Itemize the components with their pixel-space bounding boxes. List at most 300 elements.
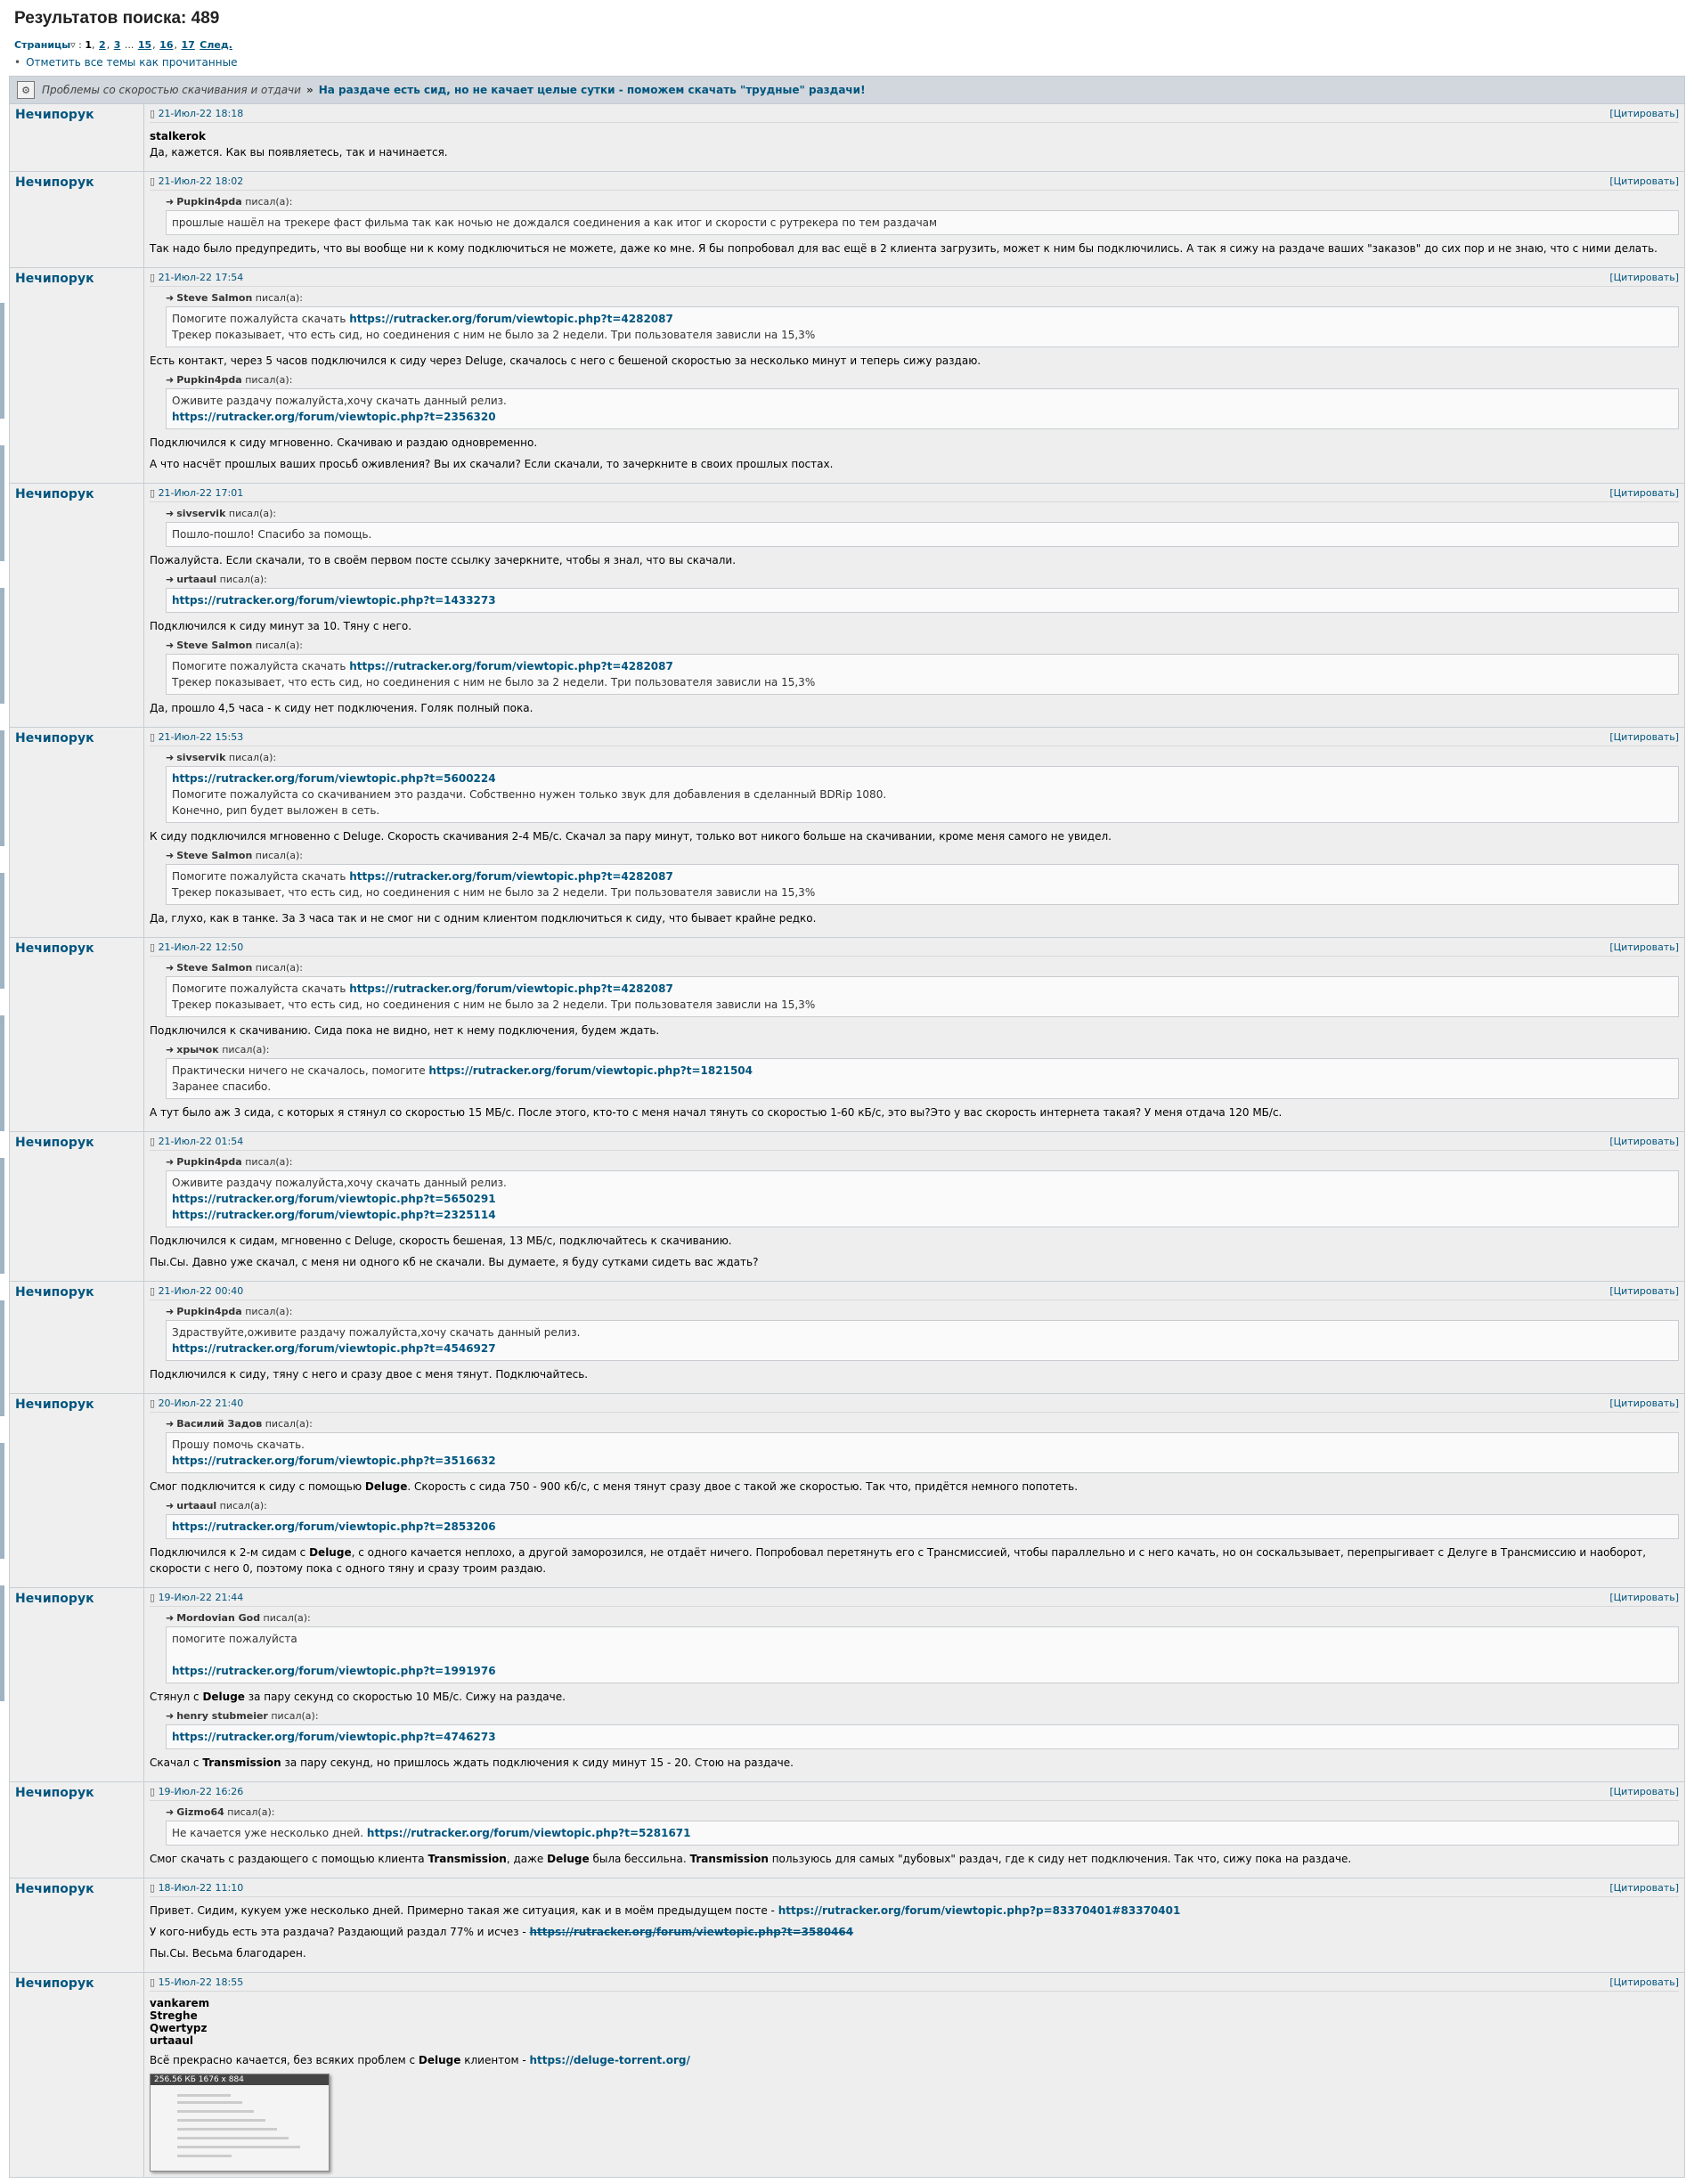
- topic-url-link[interactable]: https://deluge-torrent.org/: [529, 2054, 690, 2066]
- quoted-user-name: Василий Задов: [176, 1418, 263, 1430]
- quote-arrow-icon[interactable]: ➜: [166, 1806, 175, 1818]
- bold-text: Deluge: [547, 1853, 590, 1865]
- quoted-user-name: urtaaul: [176, 1500, 217, 1512]
- quote-text: [166, 766, 1679, 823]
- post-text: Подключился к скачиванию. Сида пока не видно, нет к нему подключения, будем ждать.: [150, 1024, 660, 1037]
- thumbnail-detail: [177, 2094, 231, 2097]
- post-text: Пы.Сы. Весьма благодарен.: [150, 1947, 306, 1960]
- quote-header: [166, 962, 1679, 974]
- quote-text: [166, 1626, 1679, 1683]
- post-body: [144, 172, 1685, 267]
- quote-line: Оживите раздачу пожалуйста,хочу скачать данный релиз.: [172, 1177, 507, 1189]
- quote-text: [166, 976, 1679, 1017]
- quote-header: [166, 1418, 1679, 1430]
- post-author-name[interactable]: Нечипорук: [9, 484, 144, 727]
- wrote-label: писал(а):: [252, 640, 303, 651]
- quote-line: [172, 770, 1673, 786]
- quote-block: [166, 1806, 1679, 1846]
- quote-header: [166, 1500, 1679, 1512]
- forum-post: [9, 1132, 1685, 1282]
- quote-button[interactable]: [Цитировать]: [1609, 1976, 1679, 1988]
- post-body: [144, 484, 1685, 727]
- page-2[interactable]: 2: [99, 39, 106, 51]
- page-17[interactable]: 17: [181, 39, 195, 51]
- topic-url-link[interactable]: https://rutracker.org/forum/viewtopic.php?t=1821504: [428, 1064, 753, 1077]
- quote-block: [166, 962, 1679, 1017]
- post-body: [144, 1282, 1685, 1393]
- next-page-link[interactable]: След.: [200, 39, 232, 51]
- topic-url-link[interactable]: https://rutracker.org/forum/viewtopic.php?p=83370401#83370401: [778, 1904, 1181, 1917]
- quote-arrow-icon[interactable]: ➜: [166, 640, 175, 651]
- post-text: А что насчёт прошлых ваших просьб оживления? Вы их скачали? Если скачали, то зачеркните в своих прошлых постах.: [150, 458, 834, 470]
- wrote-label: писал(а):: [224, 1806, 275, 1818]
- quote-line: [172, 1207, 1673, 1223]
- post-text: Да, глухо, как в танке. За 3 часа так и не смог ни с одним клиентом подключиться к сиду, что бывает крайне редко.: [150, 912, 817, 925]
- quote-header: [166, 574, 1679, 585]
- forum-post: [9, 268, 1685, 484]
- quote-line: [172, 1663, 1673, 1679]
- post-date-link[interactable]: ▯ 21-Июл-22 18:18: [150, 108, 243, 119]
- post-meta: [150, 485, 1679, 502]
- quoted-user-name: urtaaul: [176, 574, 217, 585]
- topic-url-link[interactable]: https://rutracker.org/forum/viewtopic.php?t=4546927: [172, 1342, 496, 1355]
- quote-button[interactable]: [Цитировать]: [1609, 1882, 1679, 1894]
- post-date-link[interactable]: ▯ 21-Июл-22 15:53: [150, 731, 243, 743]
- addressee-name: Qwertypz: [150, 2022, 208, 2034]
- quote-arrow-icon[interactable]: ➜: [166, 1156, 175, 1168]
- quote-text: [166, 1432, 1679, 1473]
- quote-block: [166, 1156, 1679, 1227]
- post-text: Подключился к сидам, мгновенно с Deluge, скорость бешеная, 13 МБ/с, подключайтесь к скачиванию.: [150, 1235, 732, 1247]
- screenshot-thumbnail[interactable]: [150, 2074, 330, 2172]
- quote-arrow-icon[interactable]: ➜: [166, 574, 175, 585]
- page-title: Результатов поиска: 489: [14, 9, 220, 28]
- left-edge-markers: [0, 303, 5, 1728]
- quote-line: Помогите пожалуйста скачать https://rutracker.org/forum/viewtopic.php?t=4282087: [172, 660, 673, 672]
- post-author-name[interactable]: Нечипорук: [9, 1394, 144, 1587]
- quote-line: Помогите пожалуйста со скачиванием это раздачи. Собственно нужен только звук для добавления в сделанный BDRip 1080.: [172, 788, 887, 801]
- quote-button[interactable]: [Цитировать]: [1609, 1398, 1679, 1409]
- quote-header: [166, 850, 1679, 861]
- post-body: [144, 1132, 1685, 1281]
- post-text: Подключился к сиду минут за 10. Тяну с него.: [150, 620, 412, 632]
- topic-url-link[interactable]: https://rutracker.org/forum/viewtopic.php?t=4282087: [349, 870, 673, 883]
- quote-arrow-icon[interactable]: ➜: [166, 1710, 175, 1722]
- wrote-label: писал(а):: [252, 962, 303, 974]
- quote-text: [166, 1821, 1679, 1846]
- topic-url-link[interactable]: https://rutracker.org/forum/viewtopic.php?t=5650291: [172, 1193, 496, 1205]
- thumbnail-detail: [177, 2110, 254, 2113]
- page-3[interactable]: 3: [113, 39, 121, 51]
- post-date-link[interactable]: ▯ 15-Июл-22 18:55: [150, 1976, 243, 1988]
- post-text: Пы.Сы. Давно уже скачал, с меня ни одного кб не скачали. Вы думаете, я буду сутками сидеть вас ждать?: [150, 1256, 759, 1268]
- forum-post: [9, 104, 1685, 172]
- category-link[interactable]: Проблемы со скоростью скачивания и отдачи: [42, 84, 301, 96]
- quote-block: [166, 850, 1679, 905]
- mark-all-read-label: Отметить все темы как прочитанные: [26, 56, 238, 69]
- post-date-link[interactable]: ▯ 21-Июл-22 12:50: [150, 941, 243, 953]
- quote-button[interactable]: [Цитировать]: [1609, 1592, 1679, 1603]
- post-date-link[interactable]: ▯ 20-Июл-22 21:40: [150, 1398, 243, 1409]
- post-date-link[interactable]: ▯ 18-Июл-22 11:10: [150, 1882, 243, 1894]
- post-text: Подключился к 2-м сидам с Deluge, с одного качается неплохо, а другой заморозился, не отдаёт ничего. Попробовал перетянуть его с Трансмиссией, чтобы параллельно и с него качать, но он соскальзывает, перепрыгивает с Делуге в Трансмиссию и наоборот, скорости с него 0, поэтому пока с одного тяну и сразу троим раздаю.: [150, 1546, 1647, 1575]
- quote-header: [166, 1612, 1679, 1624]
- quote-block: [166, 374, 1679, 429]
- quote-header: [166, 640, 1679, 651]
- post-text: Подключился к сиду, тяну с него и сразу двое с меня тянут. Подключайтесь.: [150, 1368, 589, 1381]
- post-date-link[interactable]: ▯ 19-Июл-22 21:44: [150, 1592, 243, 1603]
- bullet-icon: •: [14, 56, 21, 69]
- topic-url-link[interactable]: https://rutracker.org/forum/viewtopic.php?t=4282087: [349, 313, 673, 325]
- bold-text: Deluge: [418, 2054, 461, 2066]
- quote-block: [166, 1306, 1679, 1361]
- forum-post: [9, 172, 1685, 268]
- topic-url-link[interactable]: https://rutracker.org/forum/viewtopic.php?t=4282087: [349, 660, 673, 672]
- wrote-label: писал(а):: [216, 574, 267, 585]
- wrote-label: писал(а):: [241, 374, 293, 386]
- wrote-label: писал(а):: [225, 752, 277, 763]
- post-text: Стянул с Deluge за пару секунд со скоростью 10 МБ/с. Сижу на раздаче.: [150, 1691, 566, 1703]
- thumbnail-detail: [177, 2146, 300, 2148]
- quote-line: [172, 1519, 1673, 1535]
- wrote-label: писал(а):: [252, 292, 303, 304]
- bold-text: Transmission: [202, 1756, 281, 1769]
- post-meta: [150, 1284, 1679, 1300]
- post-meta: [150, 1784, 1679, 1801]
- wrote-label: писал(а):: [216, 1500, 267, 1512]
- quoted-user-name: Pupkin4pda: [176, 1156, 242, 1168]
- quote-arrow-icon[interactable]: ➜: [166, 962, 175, 974]
- quote-button[interactable]: [Цитировать]: [1609, 175, 1679, 187]
- post-body: [144, 728, 1685, 937]
- post-date-link[interactable]: ▯ 19-Июл-22 16:26: [150, 1786, 243, 1797]
- post-author-name[interactable]: Нечипорук: [9, 1282, 144, 1393]
- forum-post: [9, 1588, 1685, 1782]
- quote-block: [166, 640, 1679, 695]
- wrote-label: писал(а):: [267, 1710, 319, 1722]
- thumbnail-detail: [177, 2155, 232, 2157]
- post-meta: [150, 1975, 1679, 1992]
- post-author-name[interactable]: Нечипорук: [9, 1782, 144, 1878]
- post-text: Смог подключится к сиду с помощью Deluge. Скорость с сида 750 - 900 кб/с, с меня тянут сразу двое с такой же скоростью. Так что, придётся немного попотеть.: [150, 1480, 1079, 1493]
- quote-line: Трекер показывает, что есть сид, но соединения с ним не было за 2 недели. Три пользователя зависли на 15,3%: [172, 676, 816, 689]
- quote-text: [166, 654, 1679, 695]
- forum-post: [9, 1878, 1685, 1973]
- forum-post: [9, 938, 1685, 1132]
- post-text: У кого-нибудь есть эта раздача? Раздающий раздал 77% и исчез - https://rutracker.org/forum/viewtopic.php?t=3580464: [150, 1926, 854, 1938]
- quoted-user-name: Pupkin4pda: [176, 196, 242, 208]
- breadcrumb-separator: »: [305, 84, 314, 96]
- quote-header: [166, 1156, 1679, 1168]
- topic-link[interactable]: На раздаче есть сид, но не качает целые сутки - поможем скачать "трудные" раздачи!: [318, 84, 866, 96]
- page-1: 1: [85, 39, 93, 51]
- quoted-user-name: Pupkin4pda: [176, 1306, 242, 1317]
- post-author-name[interactable]: Нечипорук: [9, 268, 144, 483]
- quoted-user-name: Pupkin4pda: [176, 374, 242, 386]
- quote-arrow-icon[interactable]: ➜: [166, 292, 175, 304]
- post-author-name[interactable]: Нечипорук: [9, 1132, 144, 1281]
- quote-arrow-icon[interactable]: ➜: [166, 374, 175, 386]
- quote-line: прошлые нашёл на трекере фаст фильма так как ночью не дождался соединения а как итог и скорости с рутрекера по тем раздачам: [172, 216, 938, 229]
- bold-text: Transmission: [428, 1853, 507, 1865]
- topic-url-link[interactable]: https://rutracker.org/forum/viewtopic.php?t=1433273: [172, 594, 496, 607]
- post-date-link[interactable]: ▯ 21-Июл-22 18:02: [150, 175, 243, 187]
- quote-line: Здраствуйте,оживите раздачу пожалуйста,хочу скачать данный релиз.: [172, 1326, 581, 1339]
- quote-arrow-icon[interactable]: ➜: [166, 1612, 175, 1624]
- quote-line: Прошу помочь скачать.: [172, 1438, 305, 1451]
- topic-url-link[interactable]: https://rutracker.org/forum/viewtopic.php?t=3580464: [529, 1926, 854, 1938]
- quote-button[interactable]: [Цитировать]: [1609, 941, 1679, 953]
- quote-header: [166, 508, 1679, 519]
- quote-header: [166, 1044, 1679, 1055]
- quote-text: [166, 1320, 1679, 1361]
- quote-button[interactable]: [Цитировать]: [1609, 1786, 1679, 1797]
- quote-button[interactable]: [Цитировать]: [1609, 487, 1679, 499]
- quote-line: [172, 1647, 1673, 1663]
- wrote-label: писал(а):: [241, 1156, 293, 1168]
- post-meta: [150, 174, 1679, 191]
- quote-line: Конечно, рип будет выложен в сеть.: [172, 804, 380, 817]
- post-meta: [150, 940, 1679, 957]
- quote-header: [166, 374, 1679, 386]
- quote-block: [166, 1418, 1679, 1473]
- topic-url-link[interactable]: https://rutracker.org/forum/viewtopic.php?t=2325114: [172, 1209, 496, 1221]
- post-body: [144, 938, 1685, 1131]
- post-body: [144, 1394, 1685, 1587]
- addressee-list: [150, 1997, 1679, 2047]
- post-body: [144, 1782, 1685, 1878]
- post-text: Скачал с Transmission за пару секунд, но пришлось ждать подключения к сиду минут 15 - 20. Стою на раздаче.: [150, 1756, 794, 1769]
- post-author-name[interactable]: Нечипорук: [9, 1878, 144, 1972]
- page-16[interactable]: 16: [159, 39, 174, 51]
- wrote-label: писал(а):: [241, 196, 293, 208]
- post-meta: [150, 729, 1679, 746]
- wrote-label: писал(а):: [260, 1612, 311, 1624]
- addressee-name: urtaaul: [150, 2034, 194, 2047]
- post-text: Подключился к сиду мгновенно. Скачиваю и раздаю одновременно.: [150, 436, 538, 449]
- quote-arrow-icon[interactable]: ➜: [166, 508, 175, 519]
- quote-line: Пошло-пошло! Спасибо за помощь.: [172, 528, 372, 541]
- quote-button[interactable]: [Цитировать]: [1609, 272, 1679, 283]
- post-body: [144, 1973, 1685, 2177]
- quote-arrow-icon[interactable]: ➜: [166, 1044, 175, 1055]
- quote-arrow-icon[interactable]: ➜: [166, 850, 175, 861]
- post-body: [144, 104, 1685, 171]
- bold-text: Deluge: [202, 1691, 245, 1703]
- bold-text: Deluge: [309, 1546, 352, 1559]
- quote-line: Не качается уже несколько дней. https://rutracker.org/forum/viewtopic.php?t=5281671: [172, 1827, 691, 1839]
- forum-post: [9, 1973, 1685, 2178]
- post-text: stalkerok Да, кажется. Как вы появляетесь, так и начинается.: [150, 128, 1679, 160]
- pages-ellipsis: ...: [124, 39, 134, 51]
- quote-line: [172, 592, 1673, 608]
- quote-block: [166, 292, 1679, 347]
- quote-text: [166, 388, 1679, 429]
- post-body: [144, 1588, 1685, 1781]
- post-list: [9, 104, 1685, 2178]
- quote-block: [166, 574, 1679, 613]
- post-text: Да, прошло 4,5 часа - к сиду нет подключения. Голяк полный пока.: [150, 702, 533, 714]
- wrote-label: писал(а):: [218, 1044, 270, 1055]
- post-author-name[interactable]: Нечипорук: [9, 728, 144, 937]
- forum-post: [9, 1282, 1685, 1394]
- pagination: Страницы▿ : 1, 2, 3 ... 15, 16, 17 След.: [14, 39, 232, 51]
- quoted-user-name: Steve Salmon: [176, 292, 253, 304]
- bold-text: Deluge: [364, 1480, 408, 1493]
- addressee-name: vankarem: [150, 1997, 210, 2009]
- quote-text: [166, 1058, 1679, 1099]
- post-author-name[interactable]: Нечипорук: [9, 1588, 144, 1781]
- quote-line: Помогите пожалуйста скачать https://rutracker.org/forum/viewtopic.php?t=4282087: [172, 982, 673, 995]
- quote-line: Оживите раздачу пожалуйста,хочу скачать данный релиз.: [172, 395, 507, 407]
- topic-url-link[interactable]: https://rutracker.org/forum/viewtopic.php?t=4746273: [172, 1731, 496, 1743]
- topic-url-link[interactable]: https://rutracker.org/forum/viewtopic.php?t=3516632: [172, 1455, 496, 1467]
- quoted-user-name: Mordovian God: [176, 1612, 261, 1624]
- pages-label: Страницы: [14, 39, 71, 51]
- quote-line: Трекер показывает, что есть сид, но соединения с ним не было за 2 недели. Три пользователя зависли на 15,3%: [172, 998, 816, 1011]
- quote-block: [166, 1044, 1679, 1099]
- mark-all-read-link[interactable]: [14, 56, 1685, 69]
- topic-url-link[interactable]: https://rutracker.org/forum/viewtopic.php?t=4282087: [349, 982, 673, 995]
- thumbnail-detail: [177, 2101, 242, 2104]
- quoted-user-name: Steve Salmon: [176, 640, 253, 651]
- post-meta: [150, 106, 1679, 123]
- quoted-user-name: sivservik: [176, 508, 226, 519]
- quote-button[interactable]: [Цитировать]: [1609, 1136, 1679, 1147]
- post-text: Так надо было предупредить, что вы вообще ни к кому подключиться не можете, даже ко мне. Я бы попробовал для вас ещё в 2 клиента загрузить, может к ним бы подключились. А так я сижу на раздаче ваших "заказов" до сих пор и не знаю, что с ними делать.: [150, 242, 1657, 255]
- forum-icon: ⚙: [17, 81, 35, 99]
- post-date-link[interactable]: ▯ 21-Июл-22 01:54: [150, 1136, 243, 1147]
- quote-text: [166, 1170, 1679, 1227]
- quote-line: помогите пожалуйста: [172, 1633, 297, 1645]
- quote-line: [172, 409, 1673, 425]
- post-text: Есть контакт, через 5 часов подключился к сиду через Deluge, скачалось с него с бешеной скоростью за несколько минут и теперь сижу раздаю.: [150, 354, 981, 367]
- quote-text: [166, 306, 1679, 347]
- quote-block: [166, 1710, 1679, 1749]
- quote-arrow-icon[interactable]: ➜: [166, 1418, 175, 1430]
- forum-post: [9, 1394, 1685, 1588]
- topic-url-link[interactable]: https://rutracker.org/forum/viewtopic.php?t=2853206: [172, 1520, 496, 1533]
- post-body: [144, 1878, 1685, 1972]
- forum-post: [9, 484, 1685, 728]
- post-meta: [150, 1396, 1679, 1413]
- quote-text: [166, 864, 1679, 905]
- quote-block: [166, 752, 1679, 823]
- quote-line: [172, 1729, 1673, 1745]
- quote-block: [166, 508, 1679, 547]
- post-text: Пожалуйста. Если скачали, то в своём первом посте ссылку зачеркните, чтобы я знал, что вы скачали.: [150, 554, 737, 566]
- dropdown-icon[interactable]: ▿: [70, 39, 76, 51]
- quote-text: [166, 1514, 1679, 1539]
- quote-text: [166, 588, 1679, 613]
- quoted-user-name: Steve Salmon: [176, 962, 253, 974]
- post-meta: [150, 270, 1679, 287]
- forum-post: [9, 728, 1685, 938]
- quote-line: Практически ничего не скачалось, помогите https://rutracker.org/forum/viewtopic.php?t=1821504: [172, 1064, 753, 1077]
- quoted-user-name: henry stubmeier: [176, 1710, 268, 1722]
- topic-url-link[interactable]: https://rutracker.org/forum/viewtopic.php?t=5600224: [172, 772, 496, 785]
- post-date-link[interactable]: ▯ 21-Июл-22 17:01: [150, 487, 243, 499]
- post-date-link[interactable]: ▯ 21-Июл-22 17:54: [150, 272, 243, 283]
- wrote-label: писал(а):: [241, 1306, 293, 1317]
- quoted-user-name: Steve Salmon: [176, 850, 253, 861]
- quote-text: [166, 1724, 1679, 1749]
- wrote-label: писал(а):: [252, 850, 303, 861]
- quote-line: Трекер показывает, что есть сид, но соединения с ним не было за 2 недели. Три пользователя зависли на 15,3%: [172, 886, 816, 899]
- post-text: А тут было аж 3 сида, с которых я стянул со скоростью 15 МБ/с. После этого, кто-то с меня начал тянуть со скоростью 1-60 кБ/с, это вы?Это у вас скорость интернета такая? У меня отдача 120 МБ/с.: [150, 1106, 1283, 1119]
- quote-line: Трекер показывает, что есть сид, но соединения с ним не было за 2 недели. Три пользователя зависли на 15,3%: [172, 329, 816, 341]
- page-15[interactable]: 15: [137, 39, 152, 51]
- post-text: К сиду подключился мгновенно с Deluge. Скорость скачивания 2-4 МБ/с. Скачал за пару минут, только вот никого больше на скачивании, кроме меня самого не увидел.: [150, 830, 1112, 843]
- quote-line: Помогите пожалуйста скачать https://rutracker.org/forum/viewtopic.php?t=4282087: [172, 870, 673, 883]
- topic-url-link[interactable]: https://rutracker.org/forum/viewtopic.php?t=1991976: [172, 1665, 496, 1677]
- quote-header: [166, 196, 1679, 208]
- forum-post: [9, 1782, 1685, 1878]
- quote-arrow-icon[interactable]: ➜: [166, 752, 175, 763]
- post-text: Смог скачать с раздающего с помощью клиента Transmission, даже Deluge была бессильна. Transmission пользуюсь для самых "дубовых" раздач, где к сиду нет подключения. Так что, сижу пока на раздаче.: [150, 1853, 1352, 1865]
- quote-header: [166, 292, 1679, 304]
- post-meta: [150, 1880, 1679, 1897]
- wrote-label: писал(а):: [225, 508, 277, 519]
- quote-button[interactable]: [Цитировать]: [1609, 731, 1679, 743]
- topic-url-link[interactable]: https://rutracker.org/forum/viewtopic.php?t=2356320: [172, 411, 496, 423]
- quote-header: [166, 1306, 1679, 1317]
- search-results-container: [9, 0, 1685, 2178]
- quote-line: Заранее спасибо.: [172, 1080, 272, 1093]
- topic-url-link[interactable]: https://rutracker.org/forum/viewtopic.php?t=5281671: [366, 1827, 691, 1839]
- thumbnail-caption: 256.56 КБ 1676 x 884: [151, 2074, 329, 2085]
- quote-line: [172, 1191, 1673, 1207]
- thumbnail-detail: [177, 2128, 277, 2131]
- post-meta: [150, 1134, 1679, 1151]
- addressee-name: Streghe: [150, 2009, 198, 2022]
- quote-line: Помогите пожалуйста скачать https://rutracker.org/forum/viewtopic.php?t=4282087: [172, 313, 673, 325]
- quote-button[interactable]: [Цитировать]: [1609, 1285, 1679, 1297]
- quote-arrow-icon[interactable]: ➜: [166, 1306, 175, 1317]
- addressee-name: stalkerok: [150, 130, 207, 143]
- post-date-link[interactable]: ▯ 21-Июл-22 00:40: [150, 1285, 243, 1297]
- quote-header: [166, 1806, 1679, 1818]
- topic-header: [9, 76, 1685, 104]
- quoted-user-name: хрычок: [176, 1044, 219, 1055]
- quote-line: [172, 1341, 1673, 1357]
- quote-text: [166, 522, 1679, 547]
- post-text: Всё прекрасно качается, без всяких проблем с Deluge клиентом - https://deluge-torrent.org/: [150, 2054, 690, 2066]
- quote-block: [166, 1612, 1679, 1683]
- quote-header: [166, 1710, 1679, 1722]
- quote-arrow-icon[interactable]: ➜: [166, 1500, 175, 1512]
- quote-block: [166, 1500, 1679, 1539]
- wrote-label: писал(а):: [262, 1418, 313, 1430]
- quote-block: [166, 196, 1679, 235]
- thumbnail-detail: [177, 2137, 289, 2139]
- post-meta: [150, 1590, 1679, 1607]
- post-author-name[interactable]: Нечипорук: [9, 172, 144, 267]
- quoted-user-name: sivservik: [176, 752, 226, 763]
- post-author-name[interactable]: Нечипорук: [9, 104, 144, 171]
- quote-arrow-icon[interactable]: ➜: [166, 196, 175, 208]
- quote-line: [172, 1453, 1673, 1469]
- post-text: Привет. Сидим, кукуем уже несколько дней. Примерно такая же ситуация, как и в моём предыдущем посте - https://rutracker.org/forum/viewtopic.php?p=83370401#83370401: [150, 1904, 1181, 1917]
- quoted-user-name: Gizmo64: [176, 1806, 224, 1818]
- quote-text: [166, 210, 1679, 235]
- quote-button[interactable]: [Цитировать]: [1609, 108, 1679, 119]
- post-author-name[interactable]: Нечипорук: [9, 938, 144, 1131]
- post-author-name[interactable]: Нечипорук: [9, 1973, 144, 2177]
- post-body: [144, 268, 1685, 483]
- quote-header: [166, 752, 1679, 763]
- thumbnail-detail: [177, 2119, 265, 2122]
